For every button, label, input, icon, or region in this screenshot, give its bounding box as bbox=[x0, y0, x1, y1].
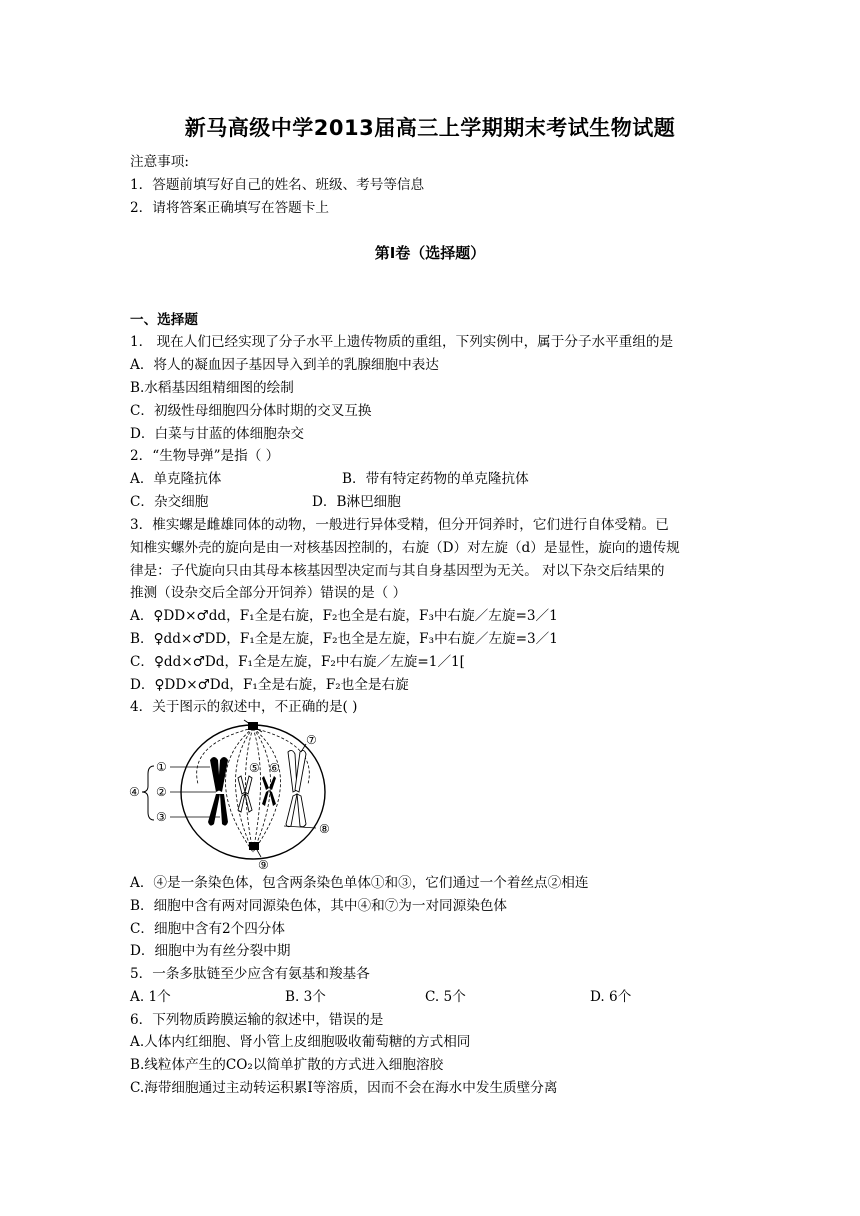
section-heading: 一、选择题 bbox=[130, 312, 198, 328]
question-2-stem: 2．“生物导弹”是指（ ） bbox=[130, 448, 280, 464]
question-1-stem: 1． 现在人们已经实现了分子水平上遗传物质的重组，下列实例中，属于分子水平重组的是 bbox=[130, 334, 674, 350]
question-2-option-c: C．杂交细胞 bbox=[130, 494, 209, 510]
question-6-stem: 6．下列物质跨膜运输的叙述中，错误的是 bbox=[130, 1012, 384, 1028]
question-1-option-b: B.水稻基因组精细图的绘制 bbox=[130, 380, 294, 396]
question-4-option-d: D．细胞中为有丝分裂中期 bbox=[130, 943, 291, 959]
question-3-option-c: C．♀dd×♂Dd，F₁全是左旋，F₂中右旋／左旋=1／1[ bbox=[130, 654, 465, 670]
figure-label-3: ③ bbox=[156, 810, 167, 824]
question-2-option-d: D．B淋巴细胞 bbox=[312, 494, 401, 510]
question-1-option-c: C．初级性母细胞四分体时期的交叉互换 bbox=[130, 403, 372, 419]
figure-label-6: ⑥ bbox=[269, 761, 280, 775]
notice-heading: 注意事项: bbox=[130, 154, 189, 170]
question-6-option-a: A.人体内红细胞、肾小管上皮细胞吸收葡萄糖的方式相同 bbox=[130, 1034, 471, 1050]
question-4-stem: 4．关于图示的叙述中，不正确的是( ) bbox=[130, 699, 358, 715]
bracket-4 bbox=[142, 766, 154, 820]
figure-label-8: ⑧ bbox=[319, 822, 330, 836]
figure-label-1: ① bbox=[156, 760, 167, 774]
question-3-option-a: A．♀DD×♂dd，F₁全是右旋，F₂也全是右旋，F₃中右旋／左旋=3／1 bbox=[130, 608, 558, 624]
chromosome-5 bbox=[238, 776, 252, 812]
question-3-option-d: D．♀DD×♂Dd，F₁全是右旋，F₂也全是右旋 bbox=[130, 677, 409, 693]
centriole-bottom bbox=[249, 842, 259, 850]
question-4-option-b: B．细胞中含有两对同源染色体，其中④和⑦为一对同源染色体 bbox=[130, 898, 508, 914]
figure-label-2: ② bbox=[156, 785, 167, 799]
question-2-option-b: B．带有特定药物的单克隆抗体 bbox=[342, 471, 529, 487]
question-3-stem-line-4: 推测（设杂交后全部分开饲养）错误的是（ ） bbox=[130, 585, 407, 601]
chromosome-4 bbox=[208, 757, 228, 826]
question-6-option-c: C.海带细胞通过主动转运积累I等溶质，因而不会在海水中发生质壁分离 bbox=[130, 1080, 558, 1096]
figure-label-7: ⑦ bbox=[306, 733, 317, 747]
figure-label-5: ⑤ bbox=[249, 761, 260, 775]
question-5-stem: 5．一条多肽链至少应含有氨基和羧基各 bbox=[130, 966, 370, 982]
question-5-option-b: B. 3个 bbox=[285, 989, 326, 1005]
question-3-option-b: B．♀dd×♂DD，F₁全是左旋，F₂也全是左旋，F₃中右旋／左旋=3／1 bbox=[130, 631, 558, 647]
question-1-option-d: D．白菜与甘蓝的体细胞杂交 bbox=[130, 426, 305, 442]
question-4-option-a: A．④是一条染色体，包含两条染色单体①和③，它们通过一个着丝点②相连 bbox=[130, 875, 589, 891]
centriole-top bbox=[244, 720, 262, 732]
question-3-stem-line-3: 律是：子代旋向只由其母本核基因型决定而与其自身基因型为无关。 对以下杂交后结果的 bbox=[130, 563, 665, 579]
question-4-option-c: C．细胞中含有2个四分体 bbox=[130, 921, 285, 937]
question-2-option-a: A．单克隆抗体 bbox=[130, 471, 222, 487]
page-title: 新马高级中学2013届高三上学期期末考试生物试题 bbox=[184, 116, 676, 140]
figure-label-4: ④ bbox=[129, 785, 140, 799]
figure-label-9: ⑨ bbox=[258, 858, 269, 872]
question-6-option-b: B.线粒体产生的CO₂以简单扩散的方式进入细胞溶胶 bbox=[130, 1057, 444, 1073]
cell-division-figure bbox=[128, 714, 358, 874]
chromosome-7 bbox=[286, 750, 306, 826]
question-5-option-c: C. 5个 bbox=[425, 989, 466, 1005]
question-5-option-d: D. 6个 bbox=[590, 989, 632, 1005]
question-3-stem-line-2: 知椎实螺外壳的旋向是由一对核基因控制的，右旋（D）对左旋（d）是显性，旋向的遗传规 bbox=[130, 540, 680, 556]
part-title: 第I卷（选择题） bbox=[374, 244, 486, 262]
question-5-option-a: A. 1个 bbox=[130, 989, 171, 1005]
question-1-option-a: A．将人的凝血因子基因导入到羊的乳腺细胞中表达 bbox=[130, 357, 439, 373]
notice-item-2: 2．请将答案正确填写在答题卡上 bbox=[130, 200, 329, 216]
notice-item-1: 1．答题前填写好自己的姓名、班级、考号等信息 bbox=[130, 177, 425, 193]
question-3-stem-line-1: 3．椎实螺是雌雄同体的动物，一般进行异体受精，但分开饲养时，它们进行自体受精。已 bbox=[130, 517, 669, 533]
